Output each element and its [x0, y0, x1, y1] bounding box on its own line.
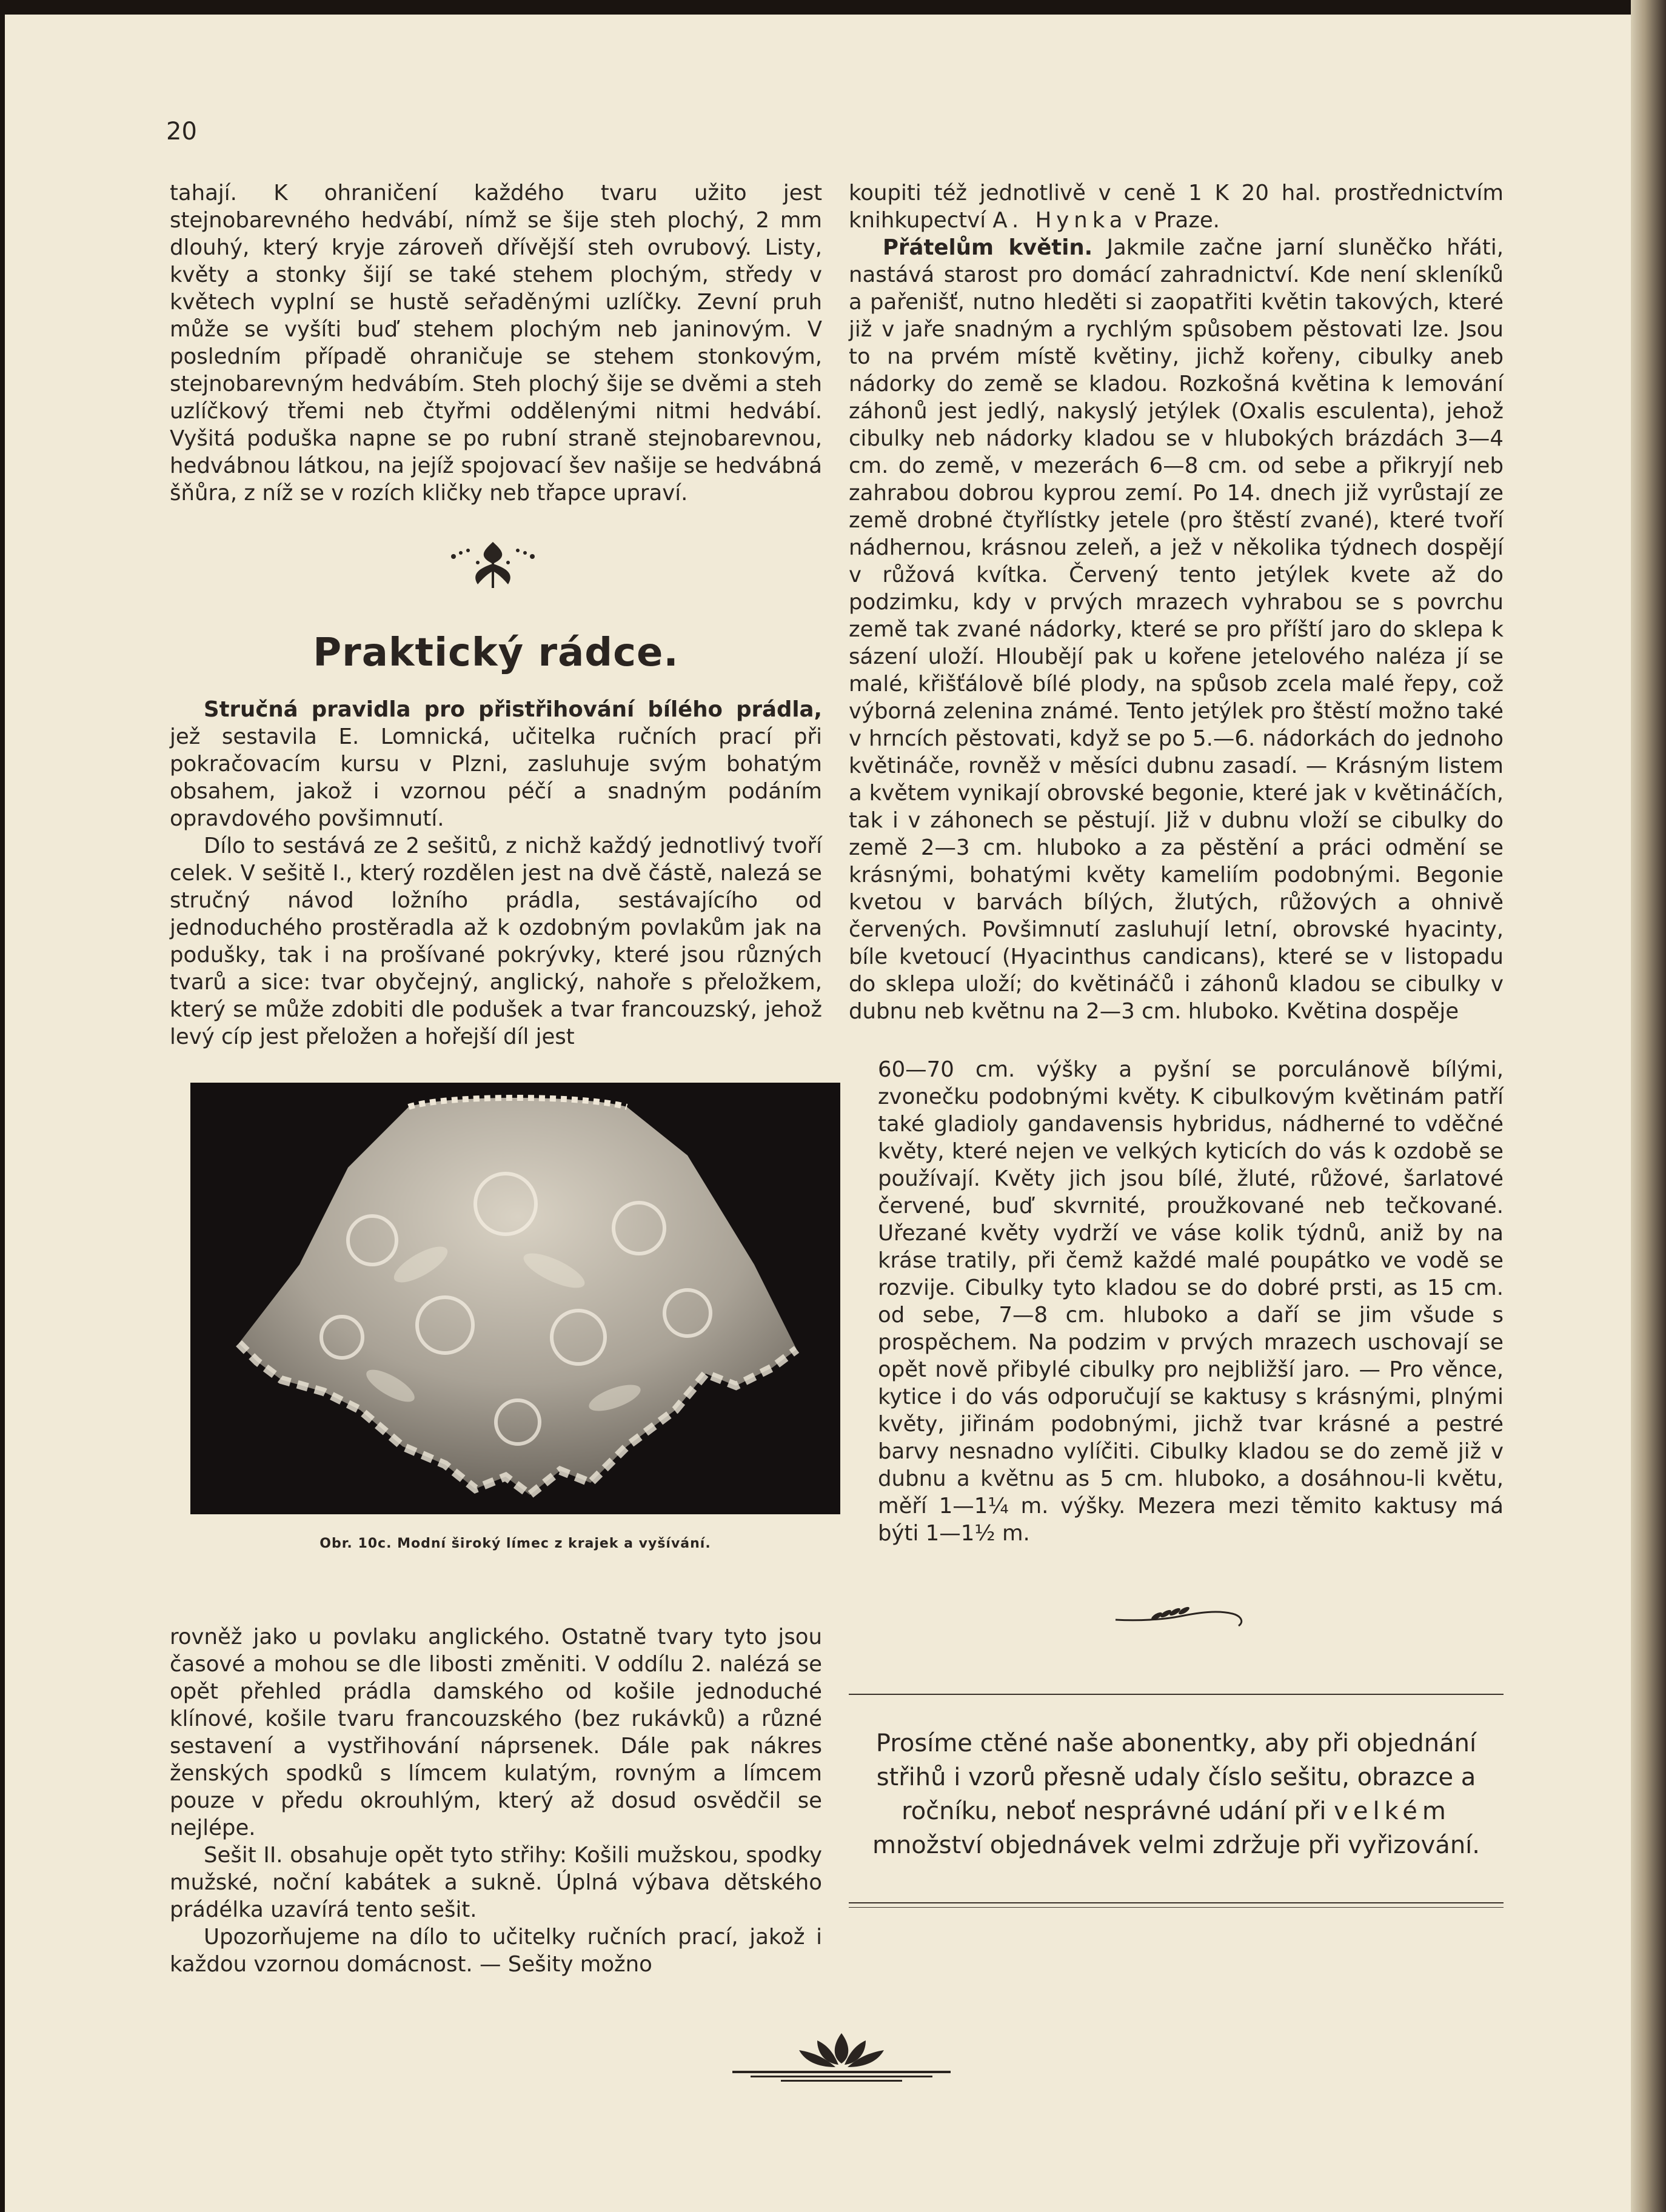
page-number: 20: [166, 118, 197, 145]
text-run: koupiti též jednotlivě v ceně 1 K 20 hal. prostřednictvím knihkupectví: [849, 181, 1504, 233]
left-mid-text: [170, 696, 822, 1051]
paragraph: 60—70 cm. výšky a pyšní se porculánově bílými, zvonečku podobnými květy. K cibulkovým květinám patří také gladioly gandavensis hybridus, nádherné to vděčné květy, které nejen ve velkých kyticích do vás k ozdobě se používají. Květy jich jsou bílé, žluté, růžové, šarlatové červené, buď skvrnité, proužkované neb tečkované. Uřezané květy vydrží ve váse kolik týdnů, aniž by na kráse tratily, při čemž každé malé poupátko ve vodě se rozvije. Cibulky tyto kladou se do dobré prsti, as 15 cm. od sebe, 7—8 cm. hluboko a daří se jim všude s prospěchem. Na podzim v prvých mrazech uschovají se opět nově přibylé cibulky pro nejbližší jaro. — Pro věnce, kytice i do vás odporučují se kaktusy s krásnými, plnými květy, jiřinám podobnými, jichž tvar krásné a pestré barvy nesnadno vylíčiti. Cibulky kladou se do země již v dubnu a květnu as 5 cm. hluboko, a dosáhnou-li květu, měří 1—1¼ m. výšky. Mezera mezi těmito kaktusy má býti 1—1½ m.: [878, 1057, 1504, 1546]
lead-bold: Stručná pravidla pro přistřihování bílého prádla,: [204, 697, 822, 722]
flourish-ornament: [1114, 1605, 1248, 1629]
lace-collar-illustration: [190, 1083, 840, 1514]
paragraph: [849, 179, 1504, 234]
lead-paragraph: [170, 696, 822, 832]
left-bottom-text: [170, 1623, 822, 1978]
water-lily-ornament: [726, 2021, 957, 2088]
section-heading: Praktický rádce.: [313, 630, 679, 675]
lead-rest: jež sestavila E. Lomnická, učitelka ručních prací při pokračovacím kursu v Plzni, zasluhuje svým bohatým obsahem, jakož i vzornou péčí a snadným podáním opravdového povšimnutí.: [170, 724, 822, 831]
right-column-text-continued: [878, 1056, 1504, 1547]
text-run: Jakmile začne jarní sluněčko hřáti, nastává starost pro domácí zahradnictví. Kde není skleníků a pařenišť, nutno hleděti si zaopatřiti květin takových, které již v jaře snadným a rychlým spůsobem pěstovati lze. Jsou to na prvém místě květiny, jichž kořeny, cibulky aneb nádorky do země se kladou. Rozkošná květina k lemování záhonů jest jedlý, nakyslý jetýlek (Oxalis esculenta), jehož cibulky neb nádorky kladou se v hlubokých brázdách 3—4 cm. do země, v mezerách 6—8 cm. od sebe a přikryjí neb zahrabou dobrou kyprou zemí. Po 14. dnech již vyrůstají ze země drobné čtyřlístky jetele (pro štěstí zvané), které tvoří nádhernou, krásnou zeleň, a jež v několika týdnech dospějí v růžová kvítka. Červený tento jetýlek kvete až do podzimku, kdy v prvých mrazech vyhrabou se s povrchu země tak zvané nádorky, které se pro příští jaro do sklepa k sázení uloží. Hloubějí pak u kořene jetelového naléza jí se malé, křišťálově bílé plody, na spůsob zcela malé řepy, což výborná zelenina známé. Tento jetýlek pro štěstí možno také v hrncích pěstovati, když se po 5.—6. nádorkách do jednoho květináče, rovněž v měsíci dubnu zasadí. — Krásným listem a květem vynikají obrovské begonie, které jak v květináčích, tak i v záhonech se pěstují. Již v dubnu vloží se cibulky do země 2—3 cm. hluboko a za pěstění a práci odmění se krásnými, bohatými květy kameliím podobnými. Begonie kvetou v barvách bílých, žlutých, růžových a ohnivě červených. Povšimnutí zasluhují letní, obrovské hyacinty, bíle kvetoucí (Hyacinthus candicans), které se v listopadu do sklepa uloží; do květináčů i záhonů kladou se cibulky v dubnu neb květnu na 2—3 cm. hluboko. Květina dospěje: [849, 235, 1504, 1024]
text-run: v Praze.: [1127, 208, 1220, 233]
paragraph: Upozorňujeme na dílo to učitelky ručních prací, jakož i každou vzornou domácnost. — Sešity možno: [170, 1925, 822, 1977]
notice-top-rule: [849, 1694, 1504, 1695]
text-run: Prosíme ctěné naše abonentky, aby při objednání střihů i vzorů přesně udaly číslo sešitu, obrazce a ročníku, neboť nesprávné udání při: [875, 1729, 1477, 1825]
paragraph: tahají. K ohraničení každého tvaru užito jest stejnobarevného hedvábí, nímž se šije steh plochý, 2 mm dlouhý, který kryje zároveň dřívější steh ovrubový. Listy, květy a stonky šijí se také stehem plochým, středy v květech vyplní se hustě seřaděnými uzlíčky. Zevní pruh může se vyšíti buď stehem plochým neb janinovým. V posledním případě ohraničuje se stehem stonkovým, stejnobarevným hedvábím. Steh plochý šije se dvěmi a steh uzlíčkový třemi neb čtyřmi oddělenými nitmi hedvábí. Vyšitá poduška napne se po rubní straně stejnobarevnou, hedvábnou látkou, na jejíž spojovací šev našije se hedvábná šňůra, z níž se v rozích kličky neb třapce upraví.: [170, 181, 822, 506]
paragraph: rovněž jako u povlaku anglického. Ostatně tvary tyto jsou časové a mohou se dle libosti změniti. V oddílu 2. nalézá se opět přehled prádla damského od košile jednoduché klínové, košile tvaru francouzského (bez rukávků) a různé sestavení a vystřihování náprsenek. Dále pak nákres ženských spodků s límcem kulatým, rovným a límcem pouze v předu okrouhlým, který až dosud osvědčil se nejlépe.: [170, 1625, 822, 1840]
paragraph: Dílo to sestává ze 2 sešitů, z nichž každý jednotlivý tvoří celek. V sešitě I., který rozdělen jest na dvě částě, nalezá se stručný návod ložního prádla, sestávajícího od jednoduchého prostěradla až k ozdobným povlakům jak na podušky, tak i na prošívané pokrývky, které jsou různých tvarů a sice: tvar obyčejný, anglický, nahoře s přeložkem, který se může zdobiti dle podušek a tvar francouzský, jehož levý cíp jest přeložen a hořejší díl jest: [170, 834, 822, 1049]
lace-collar-photo: [190, 1083, 840, 1514]
paragraph-lead-bold: Přátelům květin.: [883, 235, 1093, 260]
right-column-text: [849, 179, 1504, 1025]
page-spine-edge: [1631, 0, 1666, 2212]
notice-bottom-rule: [849, 1902, 1504, 1903]
fleuron-ornament: [441, 538, 544, 593]
page: [5, 15, 1631, 2212]
subscriber-notice: [849, 1726, 1504, 1899]
left-top-text: [170, 179, 822, 507]
figure-caption: Obr. 10c. Modní široký límec z krajek a vyšívání.: [319, 1536, 711, 1551]
paragraph: [849, 234, 1504, 1025]
text-run-spaced: velkém: [1334, 1797, 1451, 1825]
paragraph: Sešit II. obsahuje opět tyto střihy: Košili mužskou, spodky mužské, noční kabátek a sukně. Úplná výbava dětského prádélka uzavírá tento sešit.: [170, 1843, 822, 1922]
text-run-spaced: A. Hynka: [992, 208, 1128, 233]
notice-bottom-rule-thin: [849, 1907, 1504, 1908]
text-run: množství objednávek velmi zdržuje při vyřizování.: [872, 1831, 1480, 1859]
